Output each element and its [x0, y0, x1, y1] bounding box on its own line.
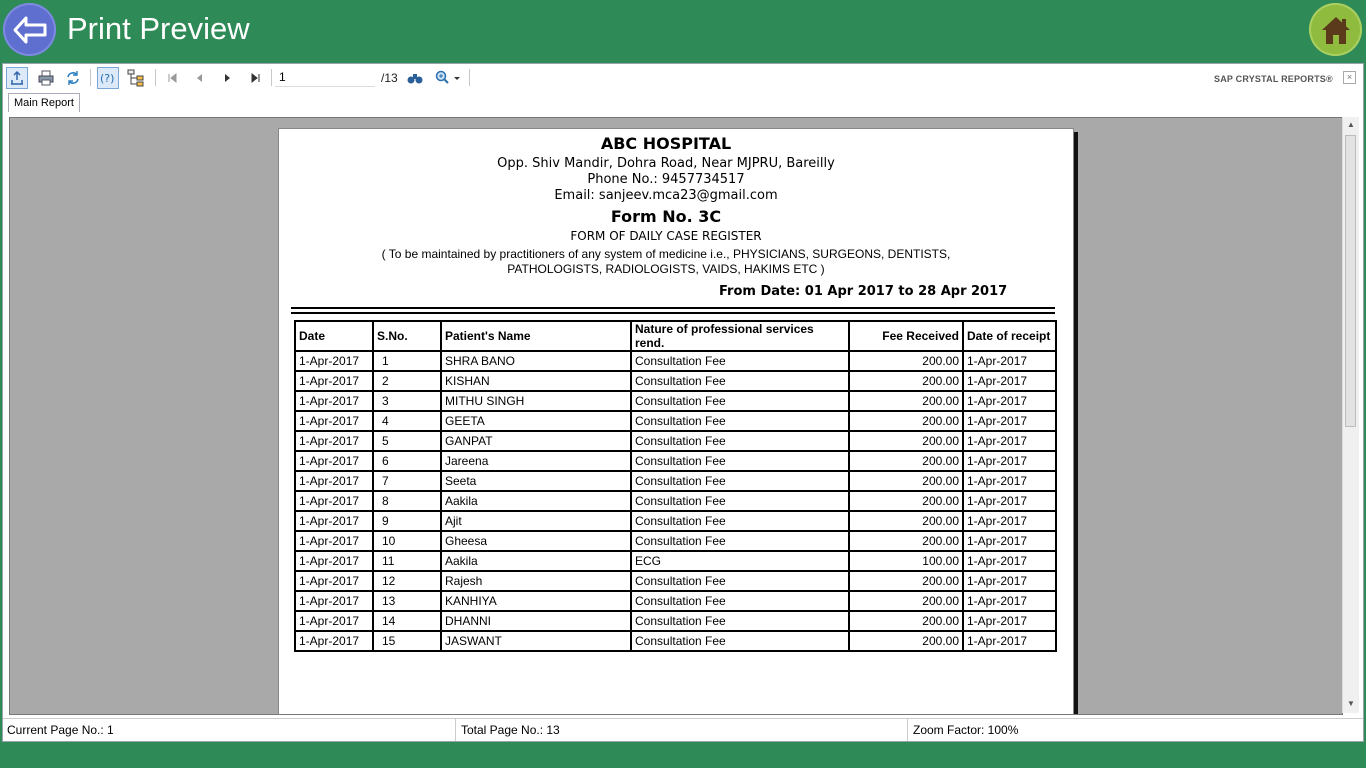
cell-date: 1-Apr-2017 — [295, 451, 373, 471]
first-page-button[interactable] — [161, 67, 183, 89]
status-total-page: Total Page No.: 13 — [461, 723, 560, 737]
column-header-patient: Patient's Name — [441, 321, 631, 351]
cell-fee: 200.00 — [849, 611, 963, 631]
report-viewer — [2, 63, 1364, 742]
back-arrow-icon — [12, 15, 48, 45]
last-page-icon — [250, 72, 262, 84]
table-row — [295, 551, 1056, 571]
scroll-up-icon[interactable]: ▲ — [1347, 120, 1355, 129]
table-row — [295, 471, 1056, 491]
status-bar — [3, 718, 1363, 741]
svg-text:(?): (?) — [100, 72, 115, 85]
cell-sno: 15 — [373, 631, 441, 651]
cell-service: Consultation Fee — [631, 411, 849, 431]
cell-receipt-date: 1-Apr-2017 — [963, 431, 1056, 451]
column-header-fee: Fee Received — [849, 321, 963, 351]
table-row — [295, 411, 1056, 431]
next-page-icon — [222, 72, 234, 84]
back-button[interactable] — [3, 3, 56, 56]
table-row — [295, 391, 1056, 411]
cell-fee: 200.00 — [849, 391, 963, 411]
cell-date: 1-Apr-2017 — [295, 531, 373, 551]
cell-receipt-date: 1-Apr-2017 — [963, 391, 1056, 411]
cell-fee: 200.00 — [849, 431, 963, 451]
cell-sno: 6 — [373, 451, 441, 471]
cell-service: Consultation Fee — [631, 431, 849, 451]
hospital-name: ABC HOSPITAL — [600, 134, 732, 153]
cell-receipt-date: 1-Apr-2017 — [963, 611, 1056, 631]
app-title-bar — [0, 0, 1366, 60]
cell-patient-name: Gheesa — [441, 531, 631, 551]
cell-service: Consultation Fee — [631, 591, 849, 611]
cell-date: 1-Apr-2017 — [295, 491, 373, 511]
cell-service: Consultation Fee — [631, 571, 849, 591]
cell-service: Consultation Fee — [631, 511, 849, 531]
column-header-date: Date — [295, 321, 373, 351]
cell-fee: 200.00 — [849, 631, 963, 651]
toolbar-separator — [90, 69, 91, 86]
cell-date: 1-Apr-2017 — [295, 411, 373, 431]
binoculars-icon — [407, 71, 423, 85]
table-row — [295, 431, 1056, 451]
divider-line — [291, 307, 1055, 309]
cell-fee: 200.00 — [849, 471, 963, 491]
cell-date: 1-Apr-2017 — [295, 631, 373, 651]
cell-fee: 200.00 — [849, 411, 963, 431]
cell-sno: 2 — [373, 371, 441, 391]
cell-fee: 200.00 — [849, 511, 963, 531]
hospital-phone: Phone No.: 9457734517 — [587, 172, 745, 187]
cell-service: Consultation Fee — [631, 471, 849, 491]
cell-fee: 200.00 — [849, 371, 963, 391]
scrollbar-thumb[interactable] — [1345, 135, 1356, 427]
table-row — [295, 351, 1056, 371]
toggle-group-tree-button[interactable] — [125, 67, 147, 89]
last-page-button[interactable] — [245, 67, 267, 89]
status-current-page: Current Page No.: 1 — [7, 723, 114, 737]
toolbar-separator — [469, 69, 470, 86]
cell-sno: 14 — [373, 611, 441, 631]
export-button[interactable] — [6, 67, 28, 89]
cell-sno: 13 — [373, 591, 441, 611]
cell-date: 1-Apr-2017 — [295, 591, 373, 611]
cell-patient-name: GANPAT — [441, 431, 631, 451]
cell-service: Consultation Fee — [631, 391, 849, 411]
export-icon — [9, 70, 25, 86]
table-row — [295, 491, 1056, 511]
table-row — [295, 631, 1056, 651]
cell-sno: 8 — [373, 491, 441, 511]
cell-date: 1-Apr-2017 — [295, 571, 373, 591]
cell-fee: 200.00 — [849, 351, 963, 371]
cell-sno: 5 — [373, 431, 441, 451]
cell-patient-name: KANHIYA — [441, 591, 631, 611]
printer-icon — [38, 70, 54, 86]
page-number-input[interactable] — [275, 68, 375, 87]
status-separator — [907, 719, 908, 741]
cell-receipt-date: 1-Apr-2017 — [963, 511, 1056, 531]
find-button[interactable] — [404, 67, 426, 89]
cell-patient-name: Aakila — [441, 491, 631, 511]
scroll-down-icon[interactable]: ▼ — [1347, 699, 1355, 708]
zoom-dropdown-button[interactable] — [431, 67, 465, 89]
report-canvas[interactable] — [9, 117, 1343, 715]
cell-fee: 200.00 — [849, 531, 963, 551]
cell-date: 1-Apr-2017 — [295, 351, 373, 371]
first-page-icon — [166, 72, 178, 84]
cell-receipt-date: 1-Apr-2017 — [963, 531, 1056, 551]
form-note-line1: ( To be maintained by practitioners of any system of medicine i.e., PHYSICIANS, SURGEONS, DENTISTS, — [381, 247, 951, 261]
cell-receipt-date: 1-Apr-2017 — [963, 491, 1056, 511]
home-button[interactable] — [1309, 3, 1362, 56]
close-icon[interactable]: × — [1343, 71, 1356, 84]
cell-date: 1-Apr-2017 — [295, 471, 373, 491]
cell-patient-name: Seeta — [441, 471, 631, 491]
column-header-receipt-date: Date of receipt — [963, 321, 1056, 351]
page-total-label: /13 — [381, 71, 398, 85]
cell-patient-name: SHRA BANO — [441, 351, 631, 371]
cell-fee: 200.00 — [849, 571, 963, 591]
cell-receipt-date: 1-Apr-2017 — [963, 371, 1056, 391]
report-page — [278, 128, 1074, 715]
cell-fee: 200.00 — [849, 591, 963, 611]
cell-fee: 200.00 — [849, 491, 963, 511]
form-title: FORM OF DAILY CASE REGISTER — [570, 229, 762, 243]
cell-receipt-date: 1-Apr-2017 — [963, 631, 1056, 651]
cell-sno: 12 — [373, 571, 441, 591]
hospital-email: Email: sanjeev.mca23@gmail.com — [554, 188, 778, 203]
divider-line — [291, 312, 1055, 314]
case-register-table — [294, 320, 1057, 652]
toolbar-separator — [155, 69, 156, 86]
cell-service: ECG — [631, 551, 849, 571]
table-row — [295, 611, 1056, 631]
cell-fee: 200.00 — [849, 451, 963, 471]
table-row — [295, 531, 1056, 551]
previous-page-icon — [193, 72, 205, 84]
cell-sno: 7 — [373, 471, 441, 491]
cell-date: 1-Apr-2017 — [295, 431, 373, 451]
hospital-address: Opp. Shiv Mandir, Dohra Road, Near MJPRU, Bareilly — [497, 156, 835, 171]
cell-service: Consultation Fee — [631, 631, 849, 651]
cell-date: 1-Apr-2017 — [295, 551, 373, 571]
cell-service: Consultation Fee — [631, 491, 849, 511]
cell-receipt-date: 1-Apr-2017 — [963, 411, 1056, 431]
table-row — [295, 591, 1056, 611]
cell-patient-name: Jareena — [441, 451, 631, 471]
cell-patient-name: MITHU SINGH — [441, 391, 631, 411]
cell-patient-name: KISHAN — [441, 371, 631, 391]
cell-patient-name: DHANNI — [441, 611, 631, 631]
form-note-line2: PATHOLOGISTS, RADIOLOGISTS, VAIDS, HAKIMS ETC ) — [507, 262, 825, 276]
zoom-icon — [434, 70, 462, 86]
cell-patient-name: Ajit — [441, 511, 631, 531]
table-row — [295, 511, 1056, 531]
cell-date: 1-Apr-2017 — [295, 391, 373, 411]
print-button[interactable] — [35, 67, 57, 89]
cell-date: 1-Apr-2017 — [295, 611, 373, 631]
page-title: Print Preview — [67, 11, 250, 46]
form-number: Form No. 3C — [610, 207, 722, 226]
cell-sno: 10 — [373, 531, 441, 551]
table-header-row — [295, 321, 1056, 351]
home-icon — [1319, 14, 1353, 46]
sap-brand-label: SAP CRYSTAL REPORTS® — [1214, 74, 1333, 84]
cell-date: 1-Apr-2017 — [295, 371, 373, 391]
refresh-button[interactable] — [62, 67, 84, 89]
cell-service: Consultation Fee — [631, 531, 849, 551]
next-page-button[interactable] — [217, 67, 239, 89]
refresh-icon — [65, 70, 81, 86]
cell-patient-name: Rajesh — [441, 571, 631, 591]
viewer-toolbar — [3, 64, 1363, 91]
date-range: From Date: 01 Apr 2017 to 28 Apr 2017 — [719, 284, 1008, 299]
cell-service: Consultation Fee — [631, 611, 849, 631]
cell-receipt-date: 1-Apr-2017 — [963, 551, 1056, 571]
toggle-parameter-panel-button[interactable] — [97, 67, 119, 89]
column-header-sno: S.No. — [373, 321, 441, 351]
cell-date: 1-Apr-2017 — [295, 511, 373, 531]
cell-receipt-date: 1-Apr-2017 — [963, 451, 1056, 471]
cell-patient-name: Aakila — [441, 551, 631, 571]
column-header-service: Nature of professional services rend. — [631, 321, 849, 351]
cell-receipt-date: 1-Apr-2017 — [963, 351, 1056, 371]
status-zoom: Zoom Factor: 100% — [913, 723, 1019, 737]
status-separator — [455, 719, 456, 741]
previous-page-button[interactable] — [188, 67, 210, 89]
report-tab-bar — [3, 91, 1363, 115]
group-tree-icon — [127, 69, 145, 87]
cell-patient-name: GEETA — [441, 411, 631, 431]
cell-sno: 4 — [373, 411, 441, 431]
tab-main-report[interactable]: Main Report — [8, 93, 80, 112]
cell-receipt-date: 1-Apr-2017 — [963, 471, 1056, 491]
table-row — [295, 371, 1056, 391]
vertical-scrollbar[interactable] — [1342, 117, 1359, 713]
cell-receipt-date: 1-Apr-2017 — [963, 591, 1056, 611]
parameter-help-icon — [99, 70, 117, 86]
cell-sno: 11 — [373, 551, 441, 571]
table-row — [295, 571, 1056, 591]
cell-service: Consultation Fee — [631, 351, 849, 371]
cell-service: Consultation Fee — [631, 371, 849, 391]
cell-sno: 9 — [373, 511, 441, 531]
cell-receipt-date: 1-Apr-2017 — [963, 571, 1056, 591]
cell-sno: 1 — [373, 351, 441, 371]
table-row — [295, 451, 1056, 471]
cell-sno: 3 — [373, 391, 441, 411]
cell-service: Consultation Fee — [631, 451, 849, 471]
toolbar-separator — [271, 69, 272, 86]
cell-fee: 100.00 — [849, 551, 963, 571]
cell-patient-name: JASWANT — [441, 631, 631, 651]
